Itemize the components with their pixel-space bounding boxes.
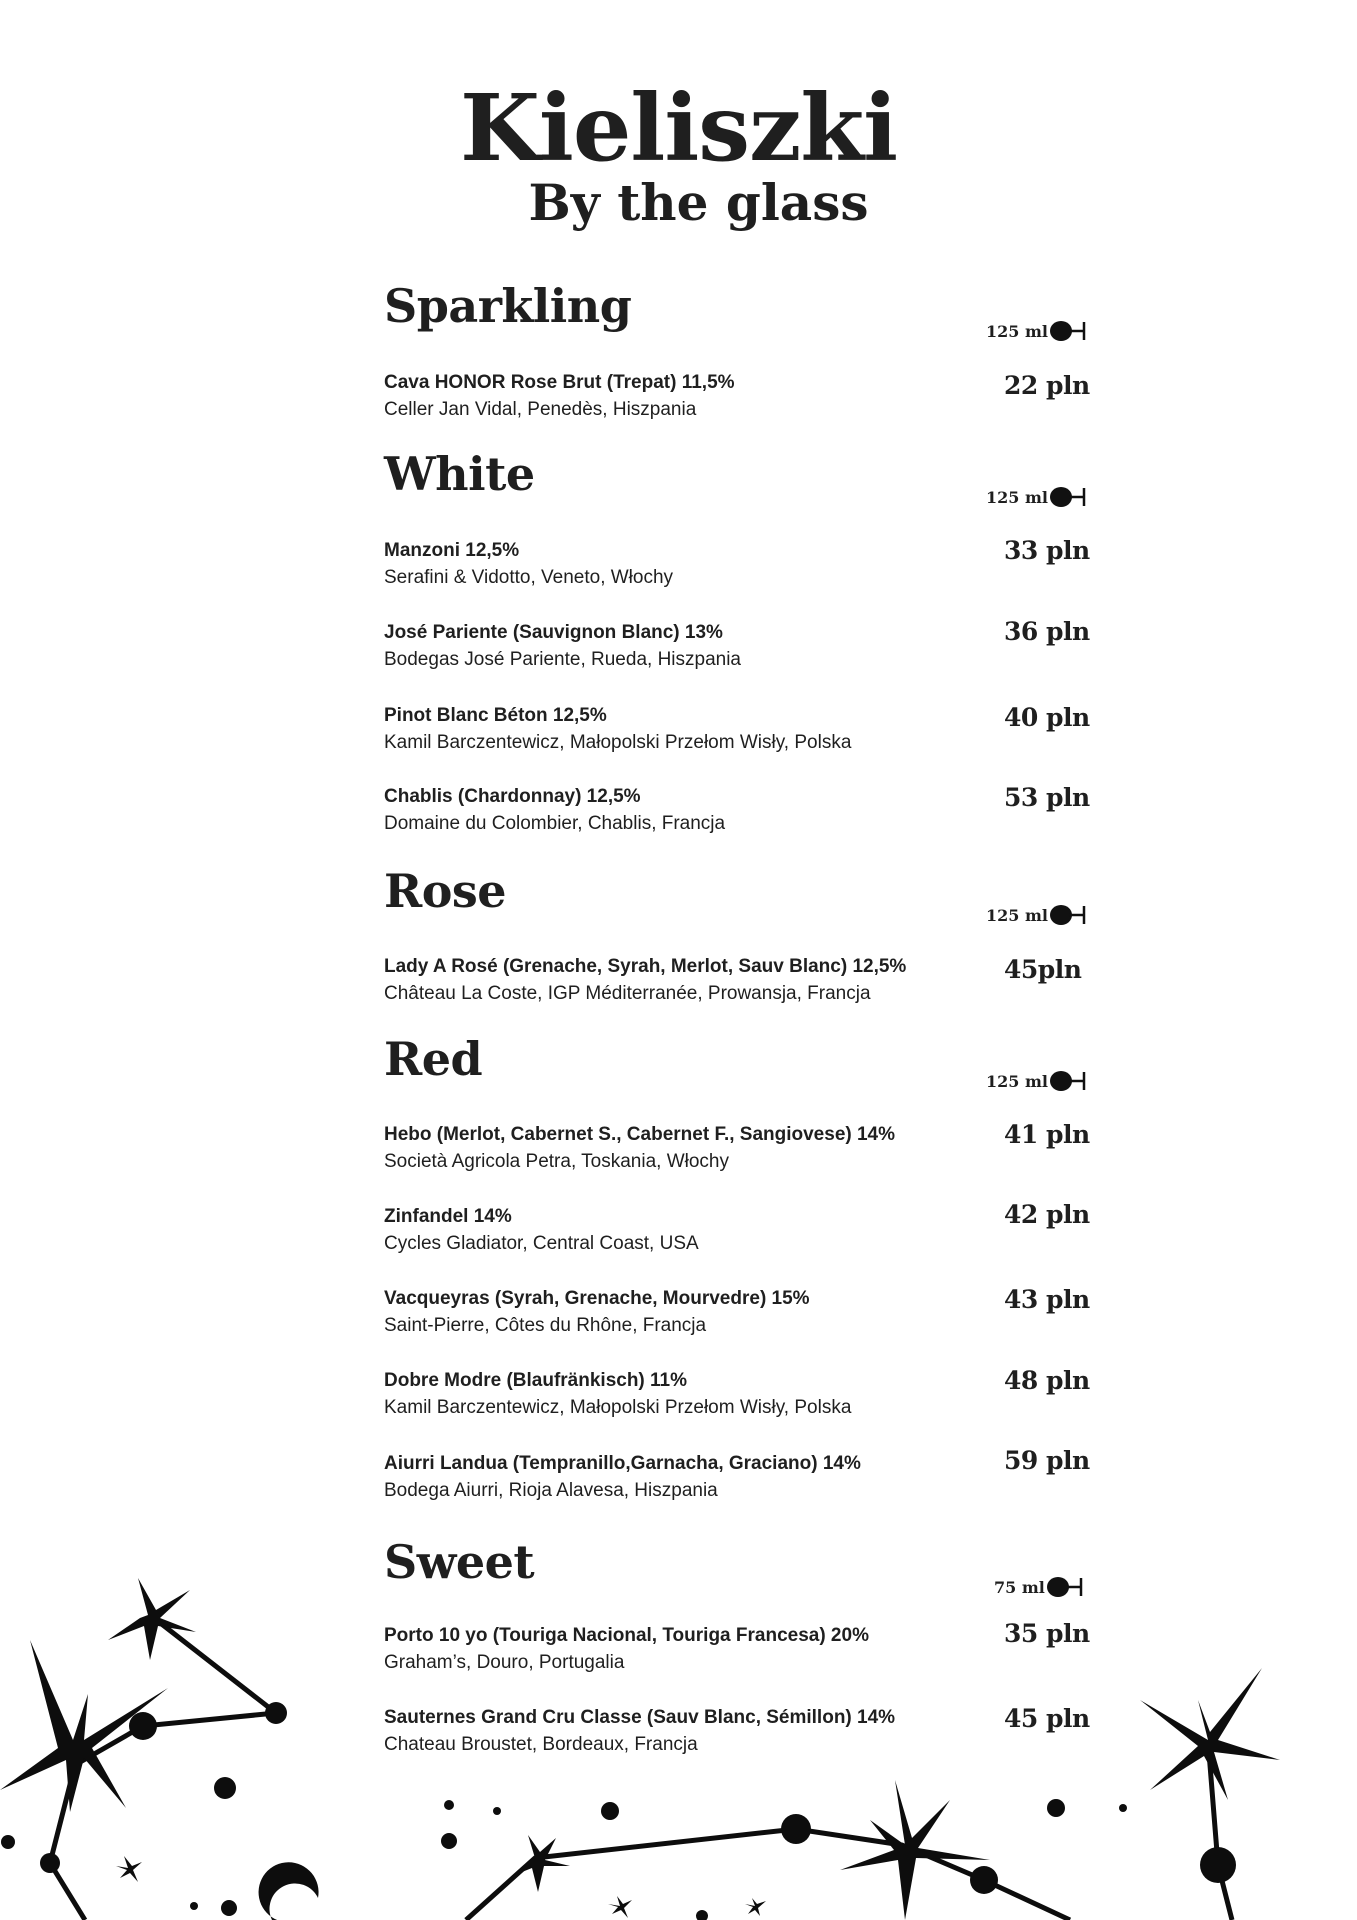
- wine-price: 45pln: [1004, 955, 1082, 984]
- wine-price: 45 pln: [1004, 1704, 1090, 1733]
- wine-price: 48 pln: [1004, 1366, 1090, 1395]
- wine-price: 43 pln: [1004, 1285, 1090, 1314]
- wine-origin: Bodegas José Pariente, Rueda, Hiszpania: [384, 649, 742, 670]
- wine-price: 35 pln: [1004, 1619, 1090, 1648]
- wine-origin: Saint-Pierre, Côtes du Rhône, Francja: [384, 1315, 707, 1336]
- wine-price: 33 pln: [1004, 536, 1090, 565]
- wine-name: Porto 10 yo (Touriga Nacional, Touriga Francesa) 20%: [384, 1625, 869, 1646]
- volume-label: 125 ml: [986, 905, 1048, 925]
- section-heading-rose: Rose: [384, 864, 507, 918]
- volume-label: 125 ml: [986, 321, 1048, 341]
- wine-origin: Serafini & Vidotto, Veneto, Włochy: [384, 567, 674, 588]
- wine-origin: Domaine du Colombier, Chablis, Francja: [384, 813, 726, 834]
- wine-name: Lady A Rosé (Grenache, Syrah, Merlot, Sauv Blanc) 12,5%: [384, 956, 907, 977]
- wine-name: Vacqueyras (Syrah, Grenache, Mourvedre) 15%: [384, 1288, 810, 1309]
- section-heading-sparkling: Sparkling: [384, 279, 632, 333]
- volume-label: 75 ml: [994, 1577, 1045, 1597]
- wine-price: 53 pln: [1004, 783, 1090, 812]
- wine-origin: Kamil Barczentewicz, Małopolski Przełom Wisły, Polska: [384, 732, 852, 753]
- section-heading-sweet: Sweet: [384, 1535, 535, 1589]
- wine-origin: Château La Coste, IGP Méditerranée, Prowansja, Francja: [384, 983, 871, 1004]
- section-heading-red: Red: [384, 1032, 483, 1086]
- wine-origin: Società Agricola Petra, Toskania, Włochy: [384, 1151, 729, 1172]
- wine-origin: Graham’s, Douro, Portugalia: [384, 1652, 625, 1673]
- wine-origin: Celler Jan Vidal, Penedès, Hiszpania: [384, 399, 697, 420]
- wine-name: Aiurri Landua (Tempranillo,Garnacha, Graciano) 14%: [384, 1453, 861, 1474]
- wine-price: 40 pln: [1004, 703, 1090, 732]
- section-heading-white: White: [384, 447, 535, 501]
- wine-name: Chablis (Chardonnay) 12,5%: [384, 786, 641, 807]
- wine-price: 42 pln: [1004, 1200, 1090, 1229]
- wine-price: 36 pln: [1004, 617, 1090, 646]
- volume-label: 125 ml: [986, 1071, 1048, 1091]
- wine-origin: Chateau Broustet, Bordeaux, Francja: [384, 1734, 698, 1755]
- wine-origin: Cycles Gladiator, Central Coast, USA: [384, 1233, 699, 1254]
- wine-origin: Bodega Aiurri, Rioja Alavesa, Hiszpania: [384, 1480, 718, 1501]
- page-subtitle: By the glass: [528, 173, 869, 232]
- wine-price: 59 pln: [1004, 1446, 1090, 1475]
- wine-price: 22 pln: [1004, 371, 1090, 400]
- wine-origin: Kamil Barczentewicz, Małopolski Przełom Wisły, Polska: [384, 1397, 852, 1418]
- wine-name: José Pariente (Sauvignon Blanc) 13%: [384, 622, 723, 643]
- wine-name: Hebo (Merlot, Cabernet S., Cabernet F., Sangiovese) 14%: [384, 1124, 896, 1145]
- page-title: Kieliszki: [459, 74, 898, 182]
- wine-name: Dobre Modre (Blaufränkisch) 11%: [384, 1370, 688, 1391]
- wine-name: Manzoni 12,5%: [384, 540, 520, 561]
- wine-name: Sauternes Grand Cru Classe (Sauv Blanc, Sémillon) 14%: [384, 1707, 896, 1728]
- wine-price: 41 pln: [1004, 1120, 1090, 1149]
- volume-label: 125 ml: [986, 487, 1048, 507]
- wine-name: Zinfandel 14%: [384, 1206, 512, 1227]
- wine-name: Cava HONOR Rose Brut (Trepat) 11,5%: [384, 372, 735, 393]
- wine-name: Pinot Blanc Béton 12,5%: [384, 705, 607, 726]
